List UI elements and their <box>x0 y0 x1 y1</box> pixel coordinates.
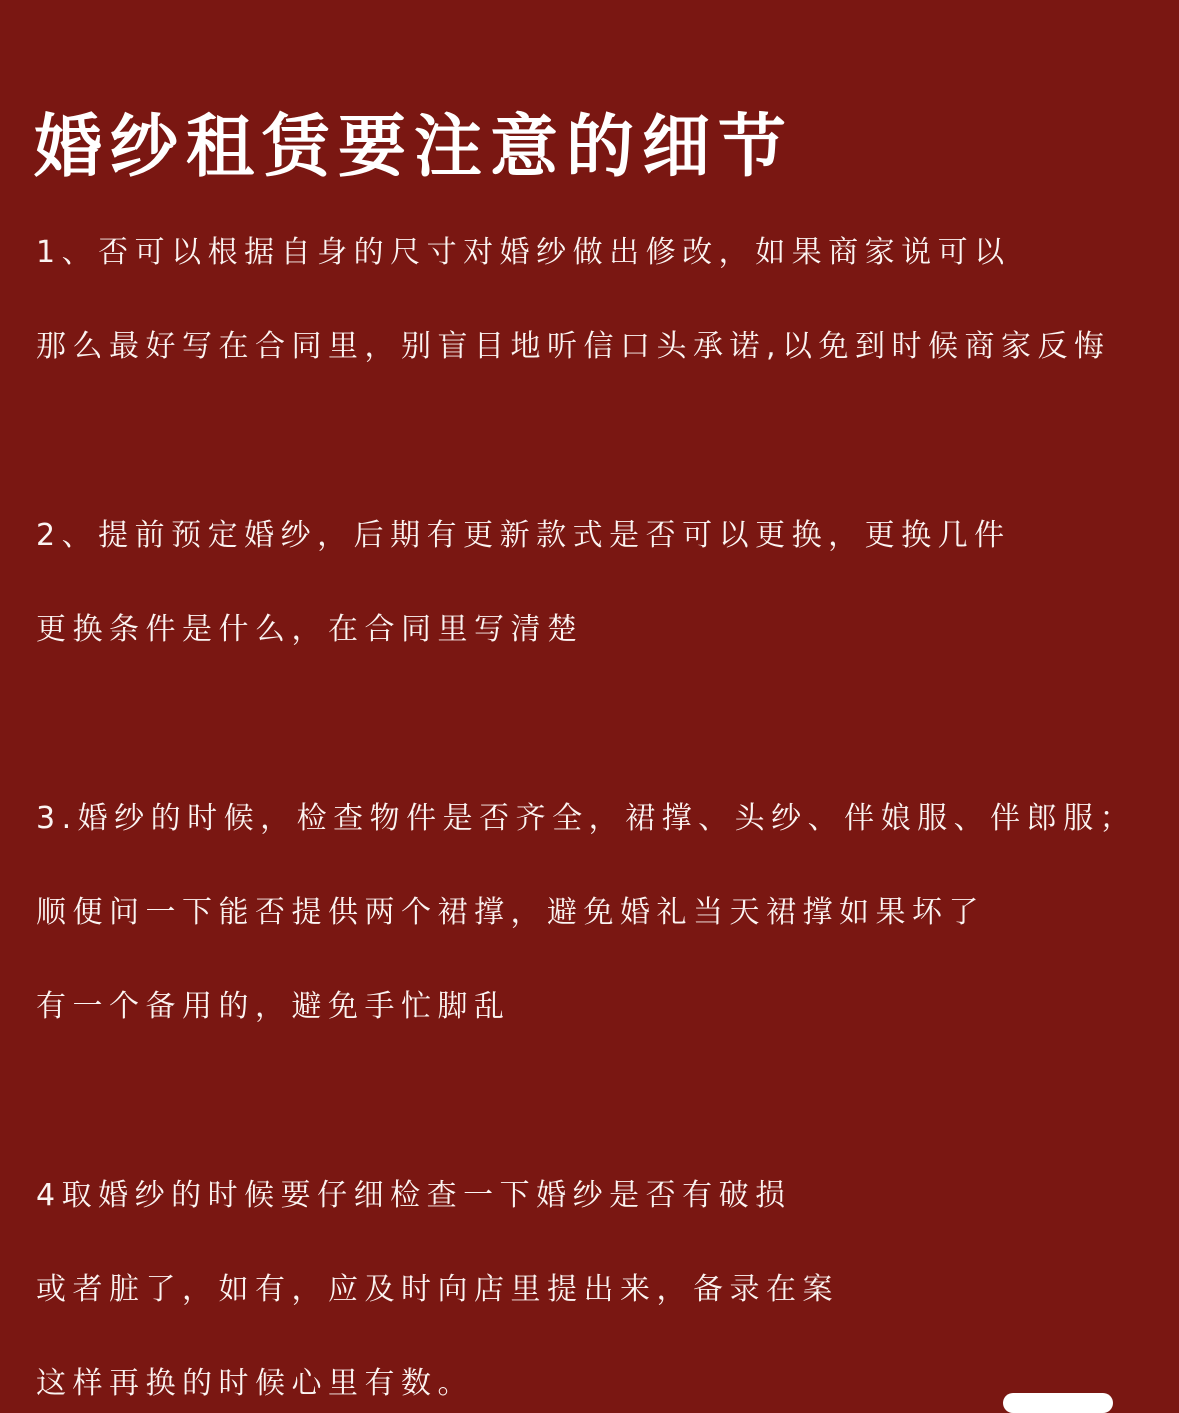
white-tab-shape <box>1003 1393 1113 1413</box>
section-3-line-1: 3.婚纱的时候，检查物件是否齐全，裙撑、头纱、伴娘服、伴郎服； <box>36 801 1137 836</box>
article-title: 婚纱租赁要注意的细节 <box>34 108 795 187</box>
section-1-line-2: 那么最好写在合同里，别盲目地听信口头承诺,以免到时候商家反悔 <box>36 329 1111 364</box>
section-2-line-1: 2、提前预定婚纱，后期有更新款式是否可以更换，更换几件 <box>36 518 1011 553</box>
section-1-line-1: 1、否可以根据自身的尺寸对婚纱做出修改，如果商家说可以 <box>36 235 1011 270</box>
section-4-line-1: 4取婚纱的时候要仔细检查一下婚纱是否有破损 <box>36 1178 792 1213</box>
section-3-line-2: 顺便问一下能否提供两个裙撑，避免婚礼当天裙撑如果坏了 <box>36 895 985 930</box>
section-3-line-3: 有一个备用的，避免手忙脚乱 <box>36 989 511 1024</box>
section-4-line-3: 这样再换的时候心里有数。 <box>36 1366 474 1401</box>
section-2-line-2: 更换条件是什么，在合同里写清楚 <box>36 612 584 647</box>
section-4-line-2: 或者脏了，如有，应及时向店里提出来，备录在案 <box>36 1272 839 1307</box>
